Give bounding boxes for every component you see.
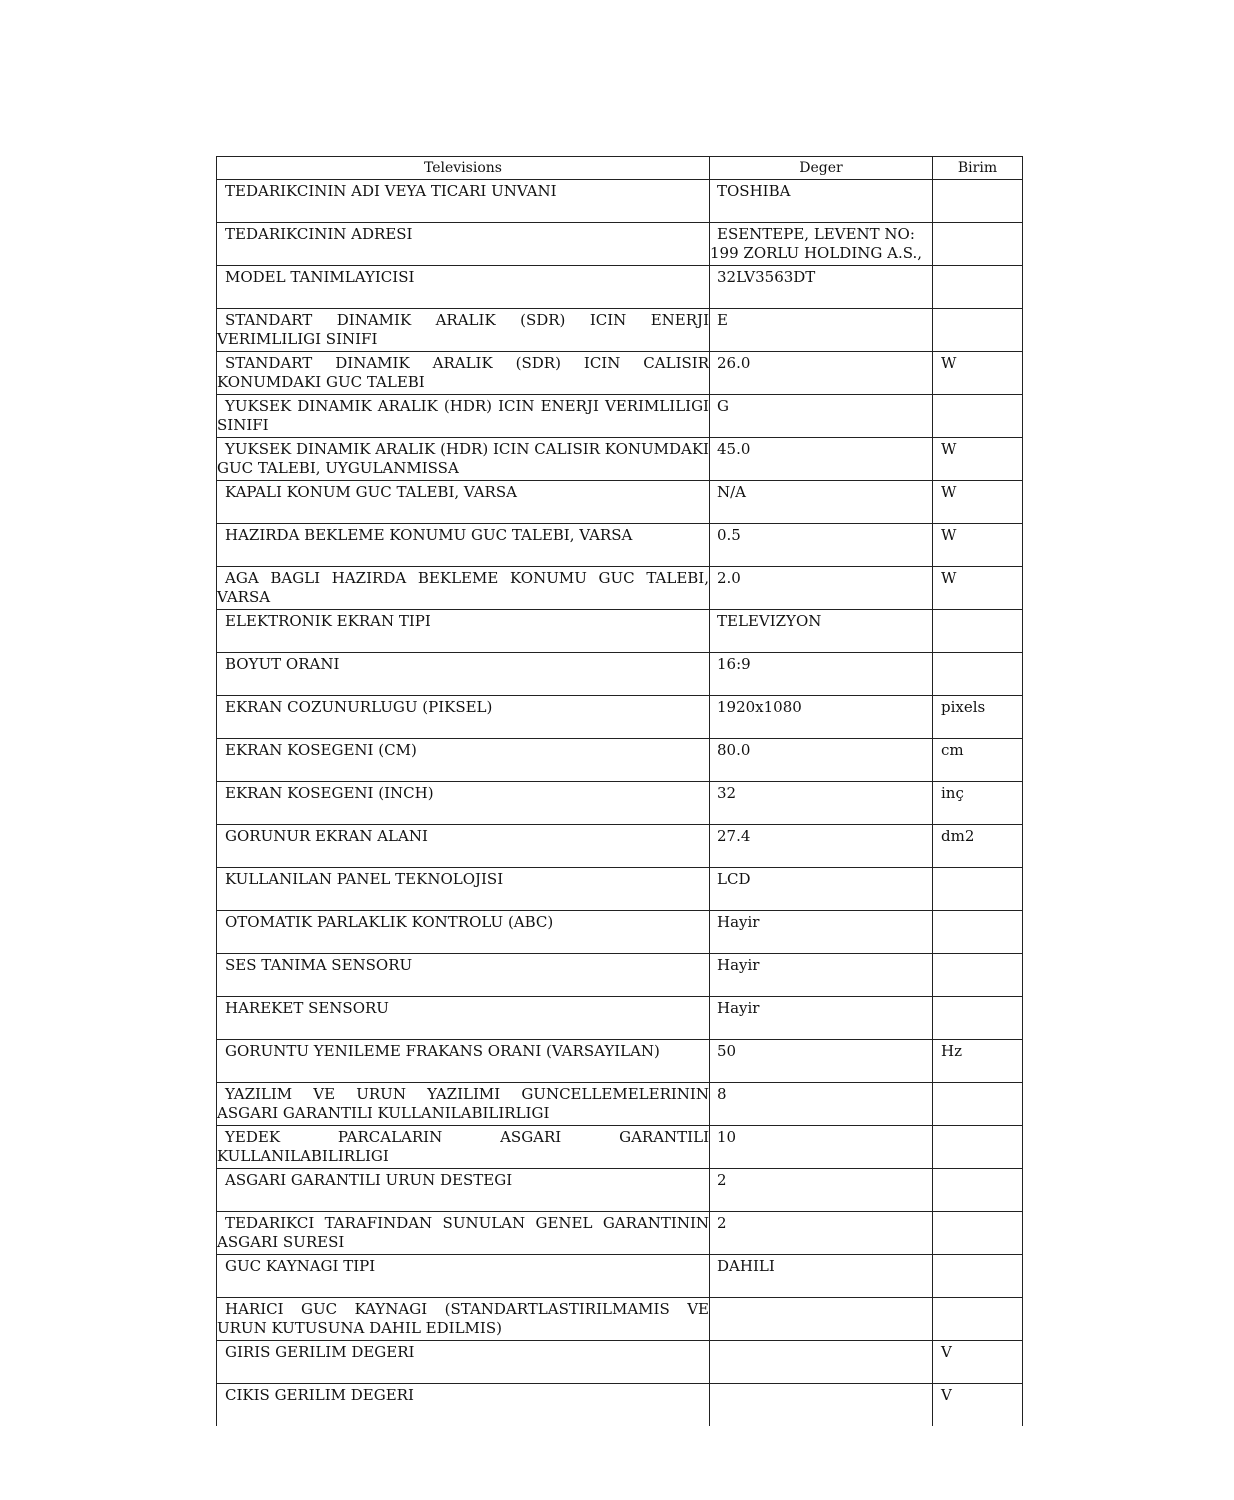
row-label: GORUNUR EKRAN ALANI — [217, 825, 710, 868]
row-unit: dm2 — [933, 825, 1023, 868]
table-row — [217, 438, 1023, 481]
row-label: TEDARIKCININ ADI VEYA TICARI UNVANI — [217, 180, 710, 223]
header-unit: Birim — [933, 157, 1023, 180]
row-value: E — [710, 309, 933, 352]
table-row — [217, 180, 1023, 223]
table-row — [217, 653, 1023, 696]
row-label: EKRAN COZUNURLUGU (PIKSEL) — [217, 696, 710, 739]
row-label: HAZIRDA BEKLEME KONUMU GUC TALEBI, VARSA — [217, 524, 710, 567]
row-label: KULLANILAN PANEL TEKNOLOJISI — [217, 868, 710, 911]
row-unit — [933, 1255, 1023, 1298]
row-unit: W — [933, 352, 1023, 395]
row-label: HARICI GUC KAYNAGI (STANDARTLASTIRILMAMIS VE URUN KUTUSUNA DAHIL EDILMIS) — [217, 1298, 710, 1341]
table-row — [217, 825, 1023, 868]
table-row — [217, 997, 1023, 1040]
row-unit — [933, 180, 1023, 223]
row-value — [710, 1384, 933, 1427]
table-row — [217, 911, 1023, 954]
table-row — [217, 610, 1023, 653]
row-value: 2.0 — [710, 567, 933, 610]
table-row — [217, 1255, 1023, 1298]
table-row — [217, 1040, 1023, 1083]
table-row — [217, 868, 1023, 911]
row-label: AGA BAGLI HAZIRDA BEKLEME KONUMU GUC TALEBI, VARSA — [217, 567, 710, 610]
row-value: 32 — [710, 782, 933, 825]
table-row — [217, 1341, 1023, 1384]
row-label: OTOMATIK PARLAKLIK KONTROLU (ABC) — [217, 911, 710, 954]
row-unit: Hz — [933, 1040, 1023, 1083]
row-value: 2 — [710, 1169, 933, 1212]
row-label: YUKSEK DINAMIK ARALIK (HDR) ICIN CALISIR KONUMDAKI GUC TALEBI, UYGULANMISSA — [217, 438, 710, 481]
row-value: N/A — [710, 481, 933, 524]
table-row — [217, 567, 1023, 610]
table-row — [217, 481, 1023, 524]
row-value: ESENTEPE, LEVENT NO: 199 ZORLU HOLDING A.S., — [710, 223, 933, 266]
row-unit: V — [933, 1341, 1023, 1384]
row-unit — [933, 653, 1023, 696]
table-row — [217, 309, 1023, 352]
row-unit — [933, 266, 1023, 309]
row-value: 10 — [710, 1126, 933, 1169]
table-row — [217, 954, 1023, 997]
row-label: YUKSEK DINAMIK ARALIK (HDR) ICIN ENERJI VERIMLILIGI SINIFI — [217, 395, 710, 438]
row-unit: V — [933, 1384, 1023, 1427]
row-value: 1920x1080 — [710, 696, 933, 739]
row-unit: cm — [933, 739, 1023, 782]
row-unit — [933, 868, 1023, 911]
row-label: YAZILIM VE URUN YAZILIMI GUNCELLEMELERININ ASGARI GARANTILI KULLANILABILIRLIGI — [217, 1083, 710, 1126]
row-unit — [933, 223, 1023, 266]
row-label: HAREKET SENSORU — [217, 997, 710, 1040]
row-unit — [933, 309, 1023, 352]
table-row — [217, 352, 1023, 395]
row-unit: pixels — [933, 696, 1023, 739]
row-unit — [933, 610, 1023, 653]
spec-table — [216, 156, 1023, 1426]
header-value: Deger — [710, 157, 933, 180]
row-unit — [933, 997, 1023, 1040]
row-unit — [933, 1212, 1023, 1255]
row-label: GIRIS GERILIM DEGERI — [217, 1341, 710, 1384]
row-value: TELEVIZYON — [710, 610, 933, 653]
row-value: 0.5 — [710, 524, 933, 567]
table-row — [217, 1384, 1023, 1427]
row-label: ASGARI GARANTILI URUN DESTEGI — [217, 1169, 710, 1212]
table-row — [217, 266, 1023, 309]
row-label: CIKIS GERILIM DEGERI — [217, 1384, 710, 1427]
row-label: TEDARIKCININ ADRESI — [217, 223, 710, 266]
row-unit: inç — [933, 782, 1023, 825]
row-label: EKRAN KOSEGENI (INCH) — [217, 782, 710, 825]
row-label: TEDARIKCI TARAFINDAN SUNULAN GENEL GARANTININ ASGARI SURESI — [217, 1212, 710, 1255]
row-label: SES TANIMA SENSORU — [217, 954, 710, 997]
row-label: EKRAN KOSEGENI (CM) — [217, 739, 710, 782]
row-unit — [933, 1169, 1023, 1212]
row-value: 8 — [710, 1083, 933, 1126]
table-row — [217, 1169, 1023, 1212]
row-value: 32LV3563DT — [710, 266, 933, 309]
row-label: STANDART DINAMIK ARALIK (SDR) ICIN CALISIR KONUMDAKI GUC TALEBI — [217, 352, 710, 395]
row-unit: W — [933, 567, 1023, 610]
row-value: LCD — [710, 868, 933, 911]
row-label: KAPALI KONUM GUC TALEBI, VARSA — [217, 481, 710, 524]
row-unit — [933, 954, 1023, 997]
row-unit: W — [933, 438, 1023, 481]
row-value — [710, 1341, 933, 1384]
table-row — [217, 696, 1023, 739]
header-label: Televisions — [217, 157, 710, 180]
row-value — [710, 1298, 933, 1341]
row-unit — [933, 1126, 1023, 1169]
row-value: TOSHIBA — [710, 180, 933, 223]
table-row — [217, 1298, 1023, 1341]
row-label: MODEL TANIMLAYICISI — [217, 266, 710, 309]
row-label: GORUNTU YENILEME FRAKANS ORANI (VARSAYILAN) — [217, 1040, 710, 1083]
row-value: 27.4 — [710, 825, 933, 868]
table-row — [217, 1212, 1023, 1255]
row-value: 45.0 — [710, 438, 933, 481]
row-value: 2 — [710, 1212, 933, 1255]
table-row — [217, 524, 1023, 567]
row-value: 16:9 — [710, 653, 933, 696]
row-unit: W — [933, 524, 1023, 567]
row-value: 26.0 — [710, 352, 933, 395]
row-unit: W — [933, 481, 1023, 524]
row-label: GUC KAYNAGI TIPI — [217, 1255, 710, 1298]
row-unit — [933, 395, 1023, 438]
header-row — [217, 157, 1023, 180]
row-label: BOYUT ORANI — [217, 653, 710, 696]
row-label: YEDEK PARCALARIN ASGARI GARANTILI KULLANILABILIRLIGI — [217, 1126, 710, 1169]
row-value: G — [710, 395, 933, 438]
table-row — [217, 395, 1023, 438]
row-unit — [933, 911, 1023, 954]
row-value: Hayir — [710, 954, 933, 997]
row-unit — [933, 1083, 1023, 1126]
table-row — [217, 739, 1023, 782]
table-row — [217, 782, 1023, 825]
row-value: 80.0 — [710, 739, 933, 782]
row-value: Hayir — [710, 911, 933, 954]
row-unit — [933, 1298, 1023, 1341]
row-label: STANDART DINAMIK ARALIK (SDR) ICIN ENERJI VERIMLILIGI SINIFI — [217, 309, 710, 352]
row-label: ELEKTRONIK EKRAN TIPI — [217, 610, 710, 653]
table-row — [217, 1126, 1023, 1169]
table-row — [217, 1083, 1023, 1126]
row-value: 50 — [710, 1040, 933, 1083]
row-value: Hayir — [710, 997, 933, 1040]
table-row — [217, 223, 1023, 266]
row-value: DAHILI — [710, 1255, 933, 1298]
